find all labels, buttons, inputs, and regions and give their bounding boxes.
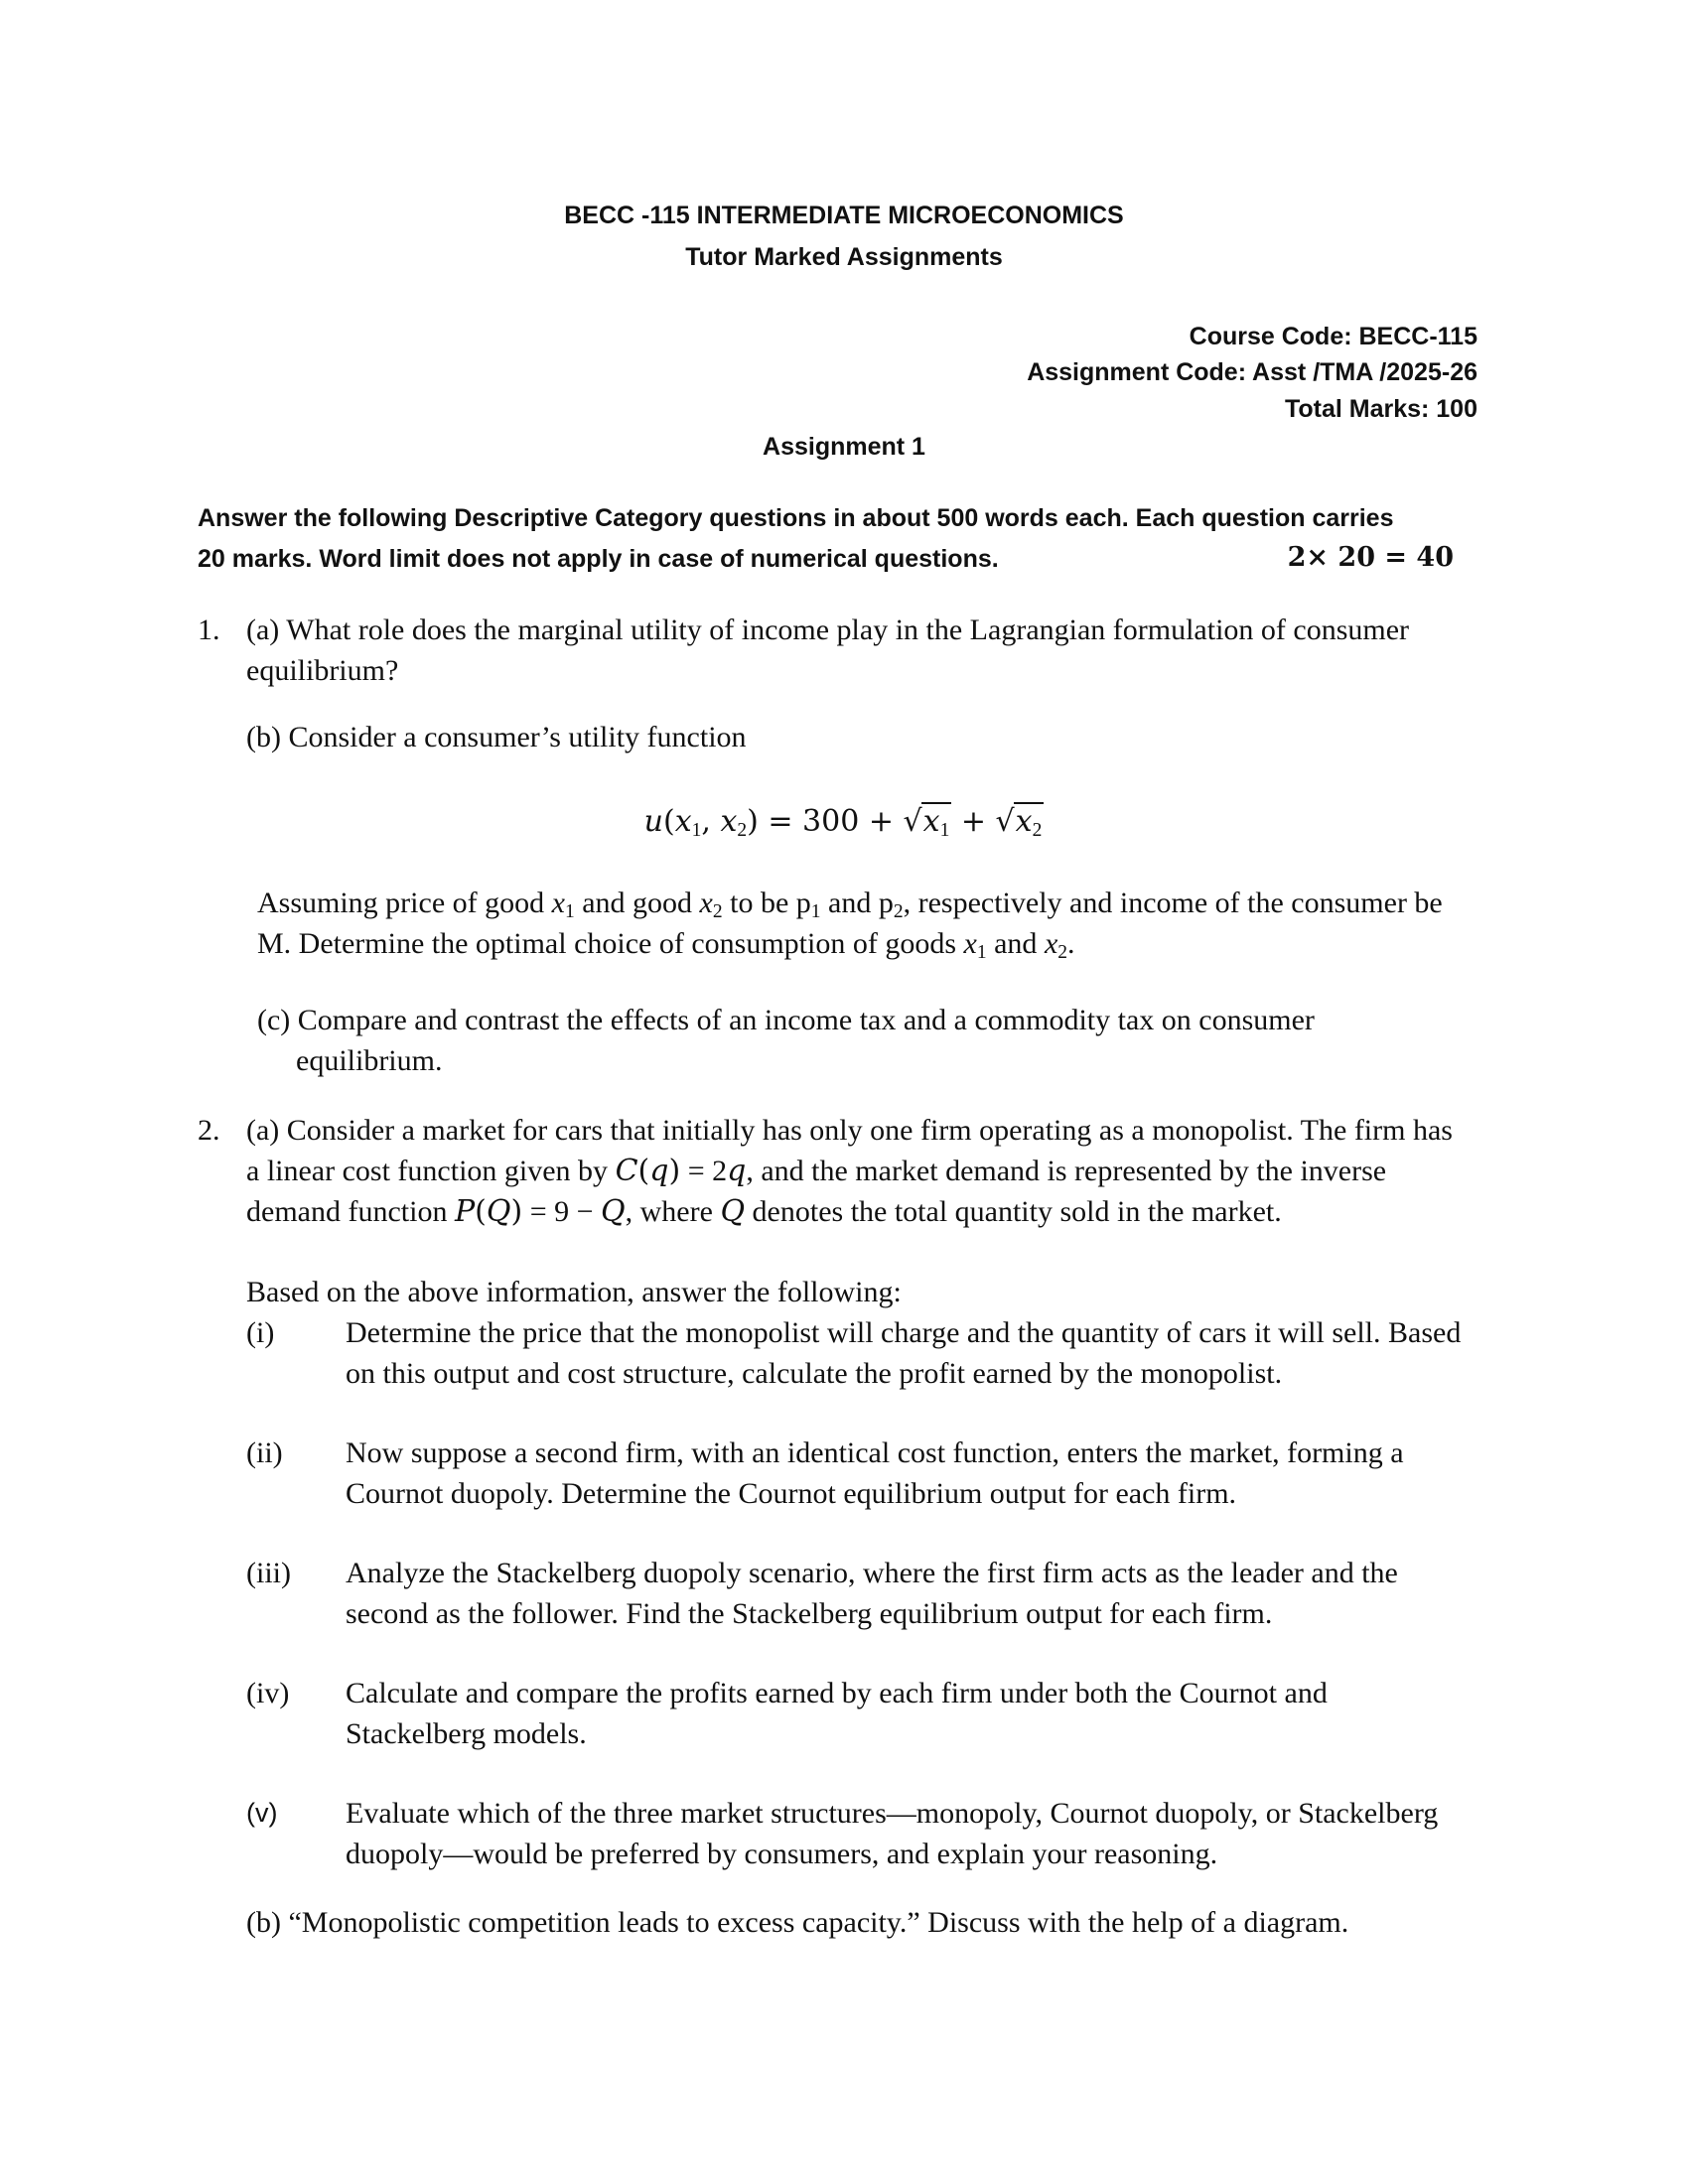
q1-c-line-2: equilibrium. bbox=[296, 1044, 443, 1077]
document-subtitle: Tutor Marked Assignments bbox=[685, 243, 1003, 271]
course-code: Course Code: BECC-115 bbox=[1189, 323, 1477, 350]
q2-item-label: (ii) bbox=[246, 1436, 283, 1469]
document-title: BECC -115 INTERMEDIATE MICROECONOMICS bbox=[564, 202, 1124, 229]
q2-item-line-1: Determine the price that the monopolist will charge and the quantity of cars it will sell. Based bbox=[346, 1316, 1462, 1349]
q1-a-line-2: equilibrium? bbox=[246, 654, 399, 687]
assignment-title: Assignment 1 bbox=[763, 433, 925, 461]
assignment-code: Assignment Code: Asst /TMA /2025-26 bbox=[1027, 358, 1477, 386]
q2-item-label: (iii) bbox=[246, 1557, 291, 1589]
q2-number: 2. bbox=[198, 1114, 220, 1147]
q2-item-line-1: Calculate and compare the profits earned by each firm under both the Cournot and bbox=[346, 1677, 1328, 1709]
instructions-marks: 2× 20 = 40 bbox=[1287, 542, 1454, 573]
q2-item-line-1: Evaluate which of the three market structures—monopoly, Cournot duopoly, or Stackelberg bbox=[346, 1797, 1439, 1830]
q2-item-line-2: Cournot duopoly. Determine the Cournot equilibrium output for each firm. bbox=[346, 1477, 1237, 1510]
q2-b: (b) “Monopolistic competition leads to excess capacity.” Discuss with the help of a diagram. bbox=[246, 1906, 1349, 1939]
instructions-line-1: Answer the following Descriptive Category questions in about 500 words each. Each question carries bbox=[198, 504, 1394, 532]
q1-c-line-1: (c) Compare and contrast the effects of an income tax and a commodity tax on consumer bbox=[257, 1004, 1315, 1036]
q1-b-intro: (b) Consider a consumer’s utility function bbox=[246, 721, 747, 753]
total-marks: Total Marks: 100 bbox=[1284, 395, 1477, 423]
q2-item-label: (iv) bbox=[246, 1677, 290, 1709]
q1-number: 1. bbox=[198, 614, 220, 646]
q2-item-line-2: on this output and cost structure, calculate the profit earned by the monopolist. bbox=[346, 1357, 1283, 1390]
q2-based-on: Based on the above information, answer the following: bbox=[246, 1276, 902, 1308]
q2-item-label: (i) bbox=[246, 1316, 275, 1349]
q1-b-line-2: M. Determine the optimal choice of consumption of goods $x_1$ and $x_2$. bbox=[257, 927, 1075, 963]
q1-a-line-1: (a) What role does the marginal utility of income play in the Lagrangian formulation of consumer bbox=[246, 614, 1410, 646]
q2-item-line-2: Stackelberg models. bbox=[346, 1717, 587, 1750]
q2-item-label: (v) bbox=[246, 1798, 278, 1828]
utility-formula: $u(x_1$, $x_2) = 300 + √x_1 + √x_2$ bbox=[643, 804, 1043, 841]
q1-b-line-1: Assuming price of good $x_1$ and good $x_2$ to be $p_1$ and $p_2$, respectively and income of the consumer be bbox=[257, 887, 1443, 922]
q2-a-line-1: (a) Consider a market for cars that initially has only one firm operating as a monopolist. The firm has bbox=[246, 1114, 1453, 1147]
q2-a-line-3: demand function P(Q) = 9 − Q, where Q denotes the total quantity sold in the market. bbox=[246, 1194, 1282, 1229]
q2-item-line-2: duopoly—would be preferred by consumers, and explain your reasoning. bbox=[346, 1838, 1218, 1870]
q2-a-line-2: a linear cost function given by C(q) = 2q, and the market demand is represented by the inverse bbox=[246, 1154, 1387, 1188]
q2-item-line-1: Analyze the Stackelberg duopoly scenario, where the first firm acts as the leader and the bbox=[346, 1557, 1398, 1589]
q2-item-line-1: Now suppose a second firm, with an identical cost function, enters the market, forming a bbox=[346, 1436, 1404, 1469]
instructions-line-2: 20 marks. Word limit does not apply in case of numerical questions. bbox=[198, 545, 999, 573]
q2-item-line-2: second as the follower. Find the Stackelberg equilibrium output for each firm. bbox=[346, 1597, 1273, 1630]
